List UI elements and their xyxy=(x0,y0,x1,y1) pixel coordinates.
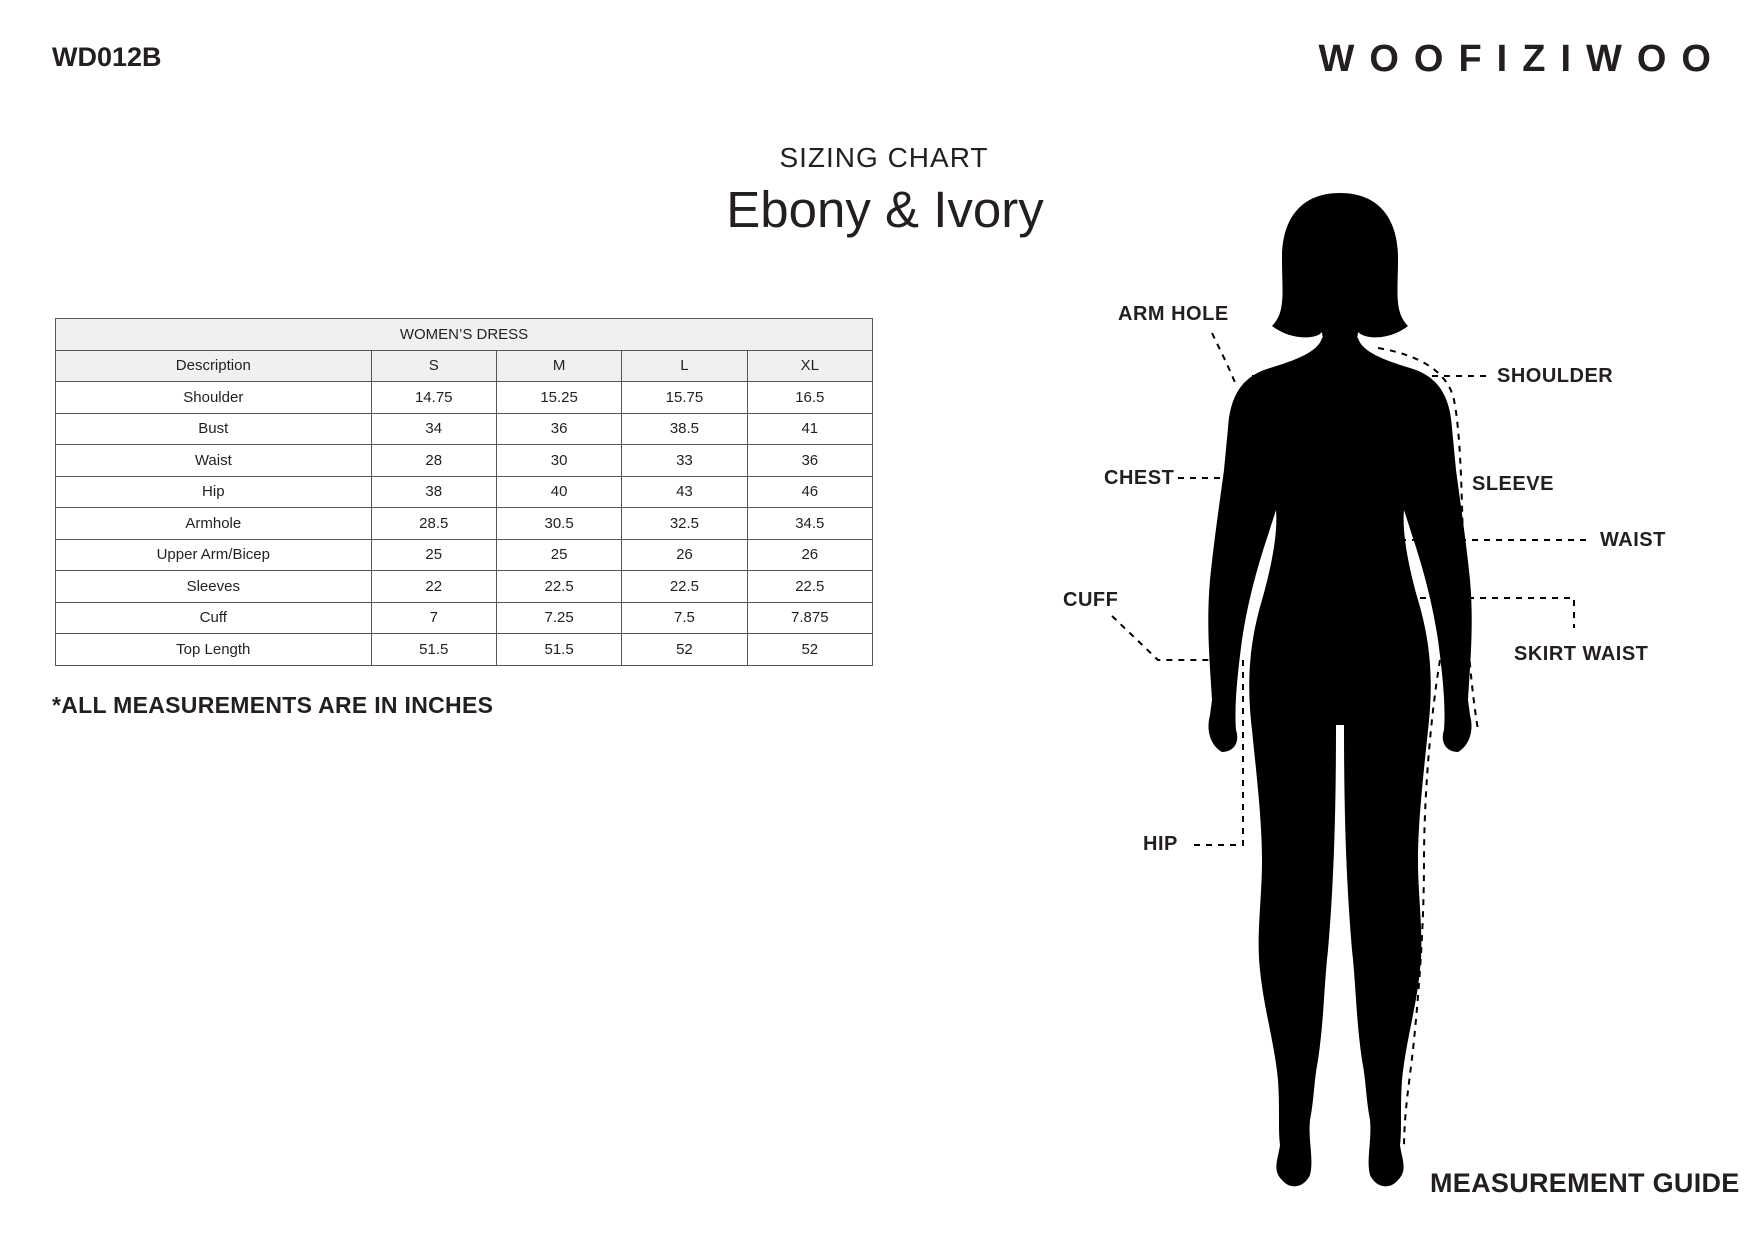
table-row xyxy=(56,508,873,540)
table-cell: 22.5 xyxy=(747,571,872,603)
table-cell: 52 xyxy=(622,634,747,666)
table-cell: 28.5 xyxy=(371,508,496,540)
table-row xyxy=(56,571,873,603)
table-row xyxy=(56,602,873,634)
table-cell: 30.5 xyxy=(496,508,621,540)
table-cell: 38 xyxy=(371,476,496,508)
column-header: XL xyxy=(747,350,872,382)
column-header: L xyxy=(622,350,747,382)
row-label: Upper Arm/Bicep xyxy=(56,539,372,571)
cuff-guide xyxy=(1112,616,1210,660)
table-caption-row xyxy=(56,319,873,351)
table-cell: 7.5 xyxy=(622,602,747,634)
table-caption: WOMEN’S DRESS xyxy=(56,319,873,351)
table-cell: 51.5 xyxy=(371,634,496,666)
row-label: Sleeves xyxy=(56,571,372,603)
row-label: Top Length xyxy=(56,634,372,666)
table-cell: 7.25 xyxy=(496,602,621,634)
row-label: Waist xyxy=(56,445,372,477)
table-row xyxy=(56,539,873,571)
table-cell: 25 xyxy=(371,539,496,571)
table-cell: 22.5 xyxy=(496,571,621,603)
table-cell: 15.75 xyxy=(622,382,747,414)
table-cell: 34.5 xyxy=(747,508,872,540)
table-cell: 15.25 xyxy=(496,382,621,414)
column-header: S xyxy=(371,350,496,382)
table-row xyxy=(56,413,873,445)
table-cell: 16.5 xyxy=(747,382,872,414)
table-cell: 22.5 xyxy=(622,571,747,603)
silhouette-icon xyxy=(1208,193,1471,1186)
label-cuff: CUFF xyxy=(1063,589,1119,611)
label-arm-hole: ARM HOLE xyxy=(1118,303,1229,325)
page-kicker: SIZING CHART xyxy=(779,142,989,173)
table-cell: 46 xyxy=(747,476,872,508)
table-cell: 25 xyxy=(496,539,621,571)
table-row xyxy=(56,476,873,508)
table-cell: 41 xyxy=(747,413,872,445)
units-note: *ALL MEASUREMENTS ARE IN INCHES xyxy=(52,692,494,718)
table-cell: 30 xyxy=(496,445,621,477)
table-cell: 22 xyxy=(371,571,496,603)
column-header: Description xyxy=(56,350,372,382)
row-label: Armhole xyxy=(56,508,372,540)
table-cell: 32.5 xyxy=(622,508,747,540)
table-header-row xyxy=(56,350,873,382)
table-cell: 26 xyxy=(622,539,747,571)
page-title: Ebony & Ivory xyxy=(726,181,1044,238)
measurement-guide-caption: MEASUREMENT GUIDE xyxy=(1430,1168,1740,1198)
table-cell: 51.5 xyxy=(496,634,621,666)
column-header: M xyxy=(496,350,621,382)
table-cell: 36 xyxy=(747,445,872,477)
product-code: WD012B xyxy=(52,42,162,72)
table-cell: 38.5 xyxy=(622,413,747,445)
table-cell: 52 xyxy=(747,634,872,666)
table-cell: 7.875 xyxy=(747,602,872,634)
table-cell: 43 xyxy=(622,476,747,508)
table-row xyxy=(56,382,873,414)
brand-logo: WOOFIZIWOO xyxy=(1318,38,1726,80)
table-row xyxy=(56,634,873,666)
table-cell: 7 xyxy=(371,602,496,634)
row-label: Shoulder xyxy=(56,382,372,414)
label-chest: CHEST xyxy=(1104,467,1175,489)
table-row xyxy=(56,445,873,477)
size-table xyxy=(55,318,873,666)
table-cell: 36 xyxy=(496,413,621,445)
label-hip: HIP xyxy=(1143,833,1178,855)
table-cell: 34 xyxy=(371,413,496,445)
body-silhouette-figure xyxy=(1040,180,1680,1210)
row-label: Cuff xyxy=(56,602,372,634)
table-cell: 28 xyxy=(371,445,496,477)
label-skirt-waist: SKIRT WAIST xyxy=(1514,643,1649,665)
table-cell: 14.75 xyxy=(371,382,496,414)
table-cell: 33 xyxy=(622,445,747,477)
row-label: Hip xyxy=(56,476,372,508)
row-label: Bust xyxy=(56,413,372,445)
label-shoulder: SHOULDER xyxy=(1497,365,1614,387)
armhole-guide xyxy=(1212,333,1236,385)
table-cell: 40 xyxy=(496,476,621,508)
label-waist: WAIST xyxy=(1600,529,1666,551)
table-cell: 26 xyxy=(747,539,872,571)
label-sleeve: SLEEVE xyxy=(1472,473,1554,495)
